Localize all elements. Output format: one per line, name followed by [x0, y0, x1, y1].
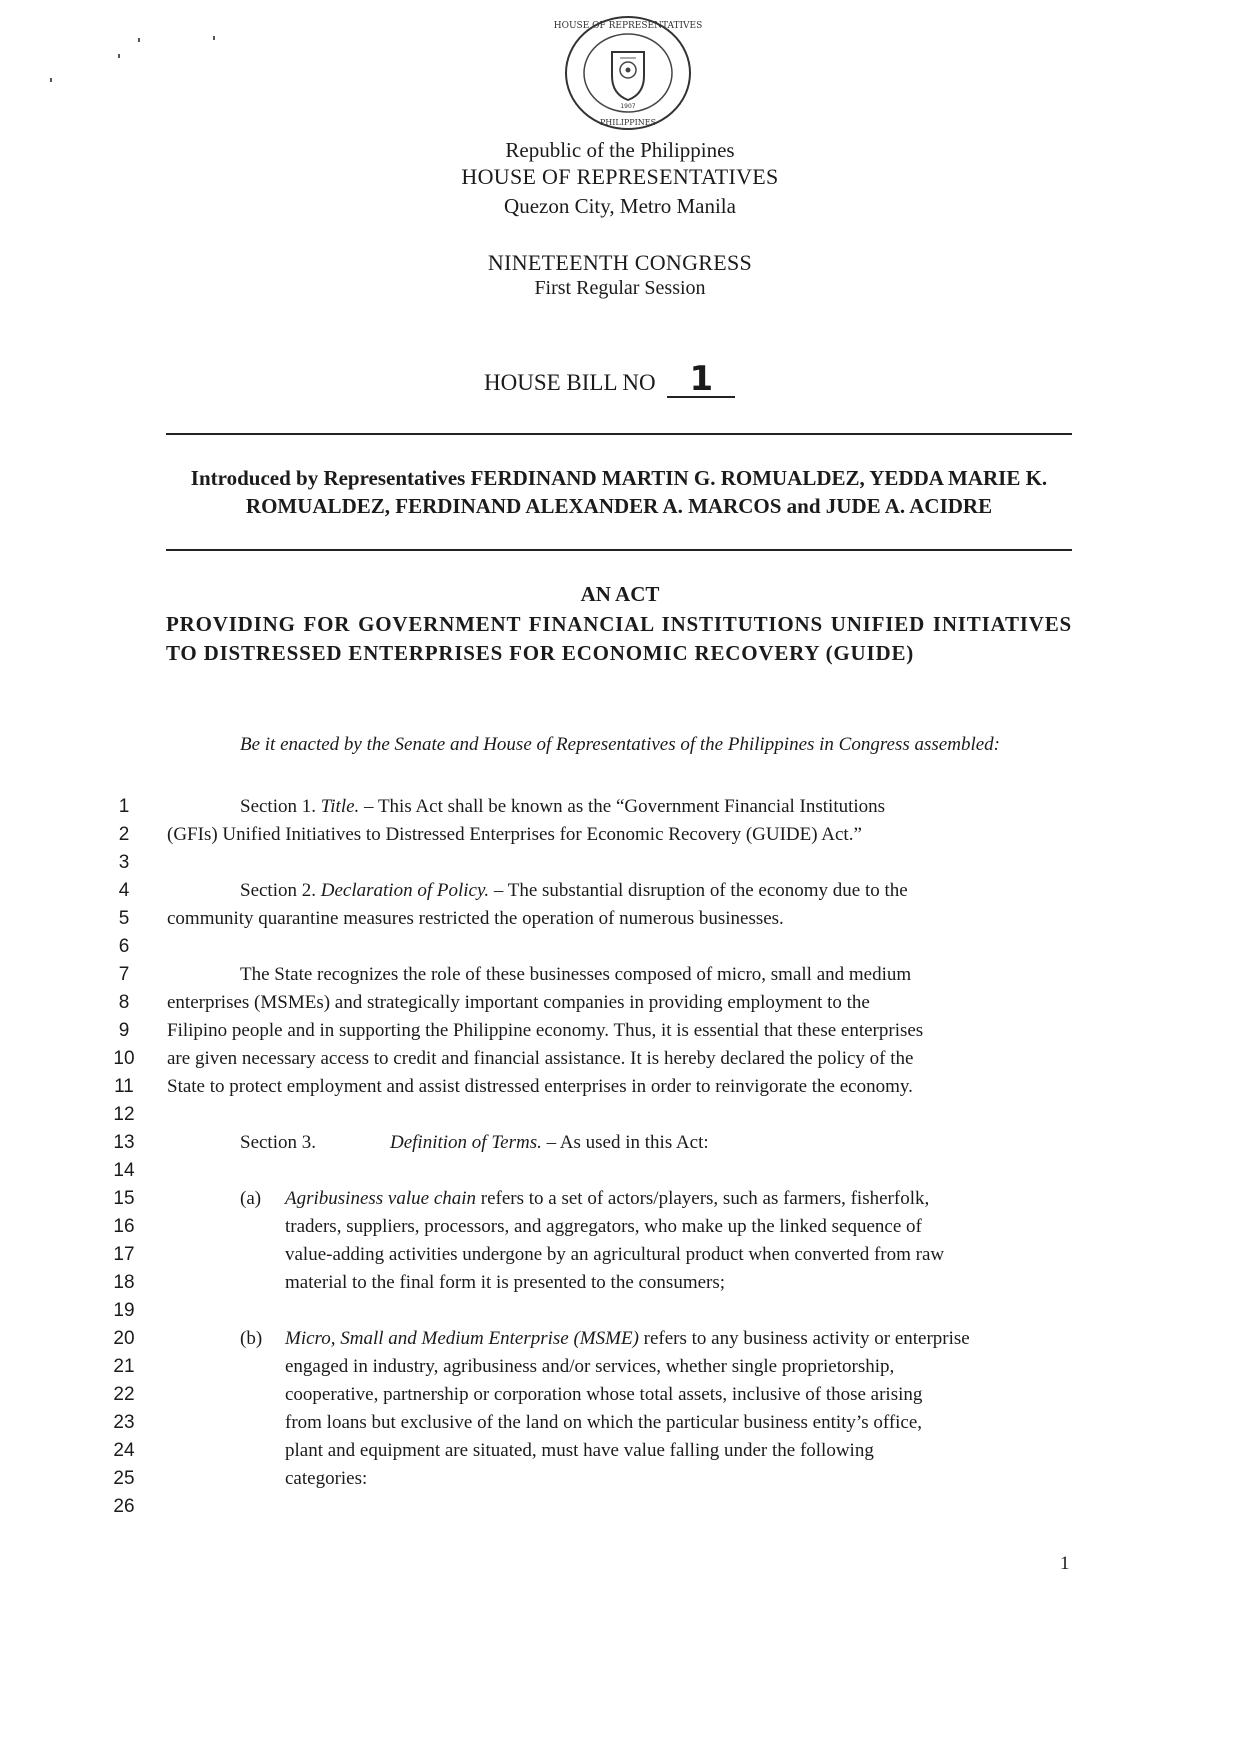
item-b-label: (b) [240, 1328, 263, 1349]
location-line: Quezon City, Metro Manila [504, 194, 736, 218]
policy-paragraph-line: are given necessary access to credit and financial assistance. It is hereby declared the policy of the [167, 1048, 914, 1069]
policy-paragraph-line: State to protect employment and assist distressed enterprises in order to reinvigorate the economy. [167, 1076, 913, 1097]
section-3-line [390, 1129, 709, 1157]
section-2-label: Section 2. [240, 880, 316, 901]
section-2-line [240, 877, 908, 905]
line-number: 1 [118, 796, 130, 817]
item-a-line: material to the final form it is presented to the consumers; [285, 1272, 726, 1293]
line-number: 20 [113, 1328, 135, 1349]
section-1-text: – This Act shall be known as the “Government Financial Institutions [359, 796, 886, 817]
line-number: 15 [113, 1188, 135, 1209]
act-title: PROVIDING FOR GOVERNMENT FINANCIAL INSTITUTIONS UNIFIED INITIATIVES TO DISTRESSED ENTERPRISES FOR ECONOMIC RECOVERY (GUIDE) [166, 612, 1072, 665]
line-number: 16 [113, 1216, 135, 1237]
line-number: 24 [113, 1440, 135, 1461]
item-a-text: refers to a set of actors/players, such as farmers, fisherfolk, [476, 1188, 930, 1209]
line-number: 19 [113, 1300, 135, 1321]
line-number: 13 [113, 1132, 135, 1153]
introduced-by: Introduced by Representatives FERDINAND MARTIN G. ROMUALDEZ, YEDDA MARIE K. ROMUALDEZ, FERDINAND ALEXANDER A. MARCOS and JUDE A. ACIDRE [190, 466, 1048, 518]
policy-paragraph-line: enterprises (MSMEs) and strategically important companies in providing employment to the [167, 992, 870, 1013]
scan-speck [213, 36, 215, 40]
line-number: 22 [113, 1384, 135, 1405]
house-line: HOUSE OF REPRESENTATIVES [461, 164, 779, 189]
act-heading: AN ACT [580, 582, 660, 606]
enacting-clause: Be it enacted by the Senate and House of Representatives of the Philippines in Congress assembled: [239, 734, 1000, 755]
svg-text:HOUSE OF REPRESENTATIVES: HOUSE OF REPRESENTATIVES [553, 21, 703, 31]
section-3-label: Section 3. [240, 1132, 316, 1153]
svg-text:PHILIPPINES: PHILIPPINES [599, 118, 657, 127]
divider-top [166, 433, 1072, 435]
item-b-line: from loans but exclusive of the land on which the particular business entity’s office, [285, 1412, 923, 1433]
line-number: 7 [118, 964, 130, 985]
policy-paragraph-line: Filipino people and in supporting the Philippine economy. Thus, it is essential that these enterprises [167, 1020, 924, 1041]
line-number: 26 [113, 1496, 135, 1517]
section-2-text: – The substantial disruption of the economy due to the [489, 880, 908, 901]
line-number: 8 [118, 992, 130, 1013]
scan-speck [50, 78, 52, 82]
line-number: 12 [113, 1104, 135, 1125]
policy-paragraph-line: The State recognizes the role of these businesses composed of micro, small and medium [240, 964, 912, 985]
section-3-heading: Definition of Terms. [390, 1132, 542, 1153]
section-1-heading: Title. [320, 796, 360, 817]
line-number: 3 [118, 852, 130, 873]
line-number: 18 [113, 1272, 135, 1293]
line-number: 10 [113, 1048, 135, 1069]
section-1-line [240, 793, 885, 821]
item-b-line: categories: [285, 1468, 368, 1489]
line-number: 6 [118, 936, 130, 957]
page-number: 1 [1060, 1553, 1070, 1574]
item-b-line: engaged in industry, agribusiness and/or services, whether single proprietorship, [285, 1356, 895, 1377]
section-1-line: (GFIs) Unified Initiatives to Distressed Enterprises for Economic Recovery (GUIDE) Act.” [167, 824, 862, 845]
line-number: 23 [113, 1412, 135, 1433]
section-3-text: – As used in this Act: [541, 1132, 709, 1153]
session-line: First Regular Session [534, 277, 706, 299]
item-a-line: traders, suppliers, processors, and aggregators, who make up the linked sequence of [285, 1216, 922, 1237]
house-seal-logo [553, 14, 703, 132]
item-b-line: cooperative, partnership or corporation whose total assets, inclusive of those arising [285, 1384, 923, 1405]
line-number: 9 [118, 1020, 130, 1041]
line-number: 2 [118, 824, 130, 845]
scan-speck [118, 54, 120, 58]
section-1-label: Section 1. [240, 796, 316, 817]
line-number: 4 [118, 880, 130, 901]
divider-bottom [166, 549, 1072, 551]
svg-text:1907: 1907 [620, 103, 636, 110]
bill-number: 1 [667, 362, 735, 398]
line-number: 11 [114, 1076, 134, 1097]
bill-label: HOUSE BILL NO [484, 370, 656, 395]
item-b-line: plant and equipment are situated, must have value falling under the following [285, 1440, 874, 1461]
item-b-line [285, 1325, 970, 1353]
scan-speck [138, 38, 140, 42]
line-number: 21 [113, 1356, 135, 1377]
item-a-label: (a) [240, 1188, 262, 1209]
congress-line: NINETEENTH CONGRESS [487, 250, 753, 275]
item-a-line [285, 1185, 929, 1213]
item-b-text: refers to any business activity or enterprise [638, 1328, 970, 1349]
line-number: 14 [113, 1160, 135, 1181]
item-a-line: value-adding activities undergone by an agricultural product when converted from raw [285, 1244, 945, 1265]
item-a-term: Agribusiness value chain [285, 1188, 477, 1209]
bill-number-heading [484, 359, 735, 399]
section-2-line: community quarantine measures restricted the operation of numerous businesses. [167, 908, 784, 929]
line-number: 5 [118, 908, 130, 929]
line-number: 17 [113, 1244, 135, 1265]
section-2-heading: Declaration of Policy. [320, 880, 490, 901]
item-b-term: Micro, Small and Medium Enterprise (MSME) [285, 1328, 639, 1349]
line-number: 25 [113, 1468, 135, 1489]
republic-line: Republic of the Philippines [505, 138, 735, 162]
